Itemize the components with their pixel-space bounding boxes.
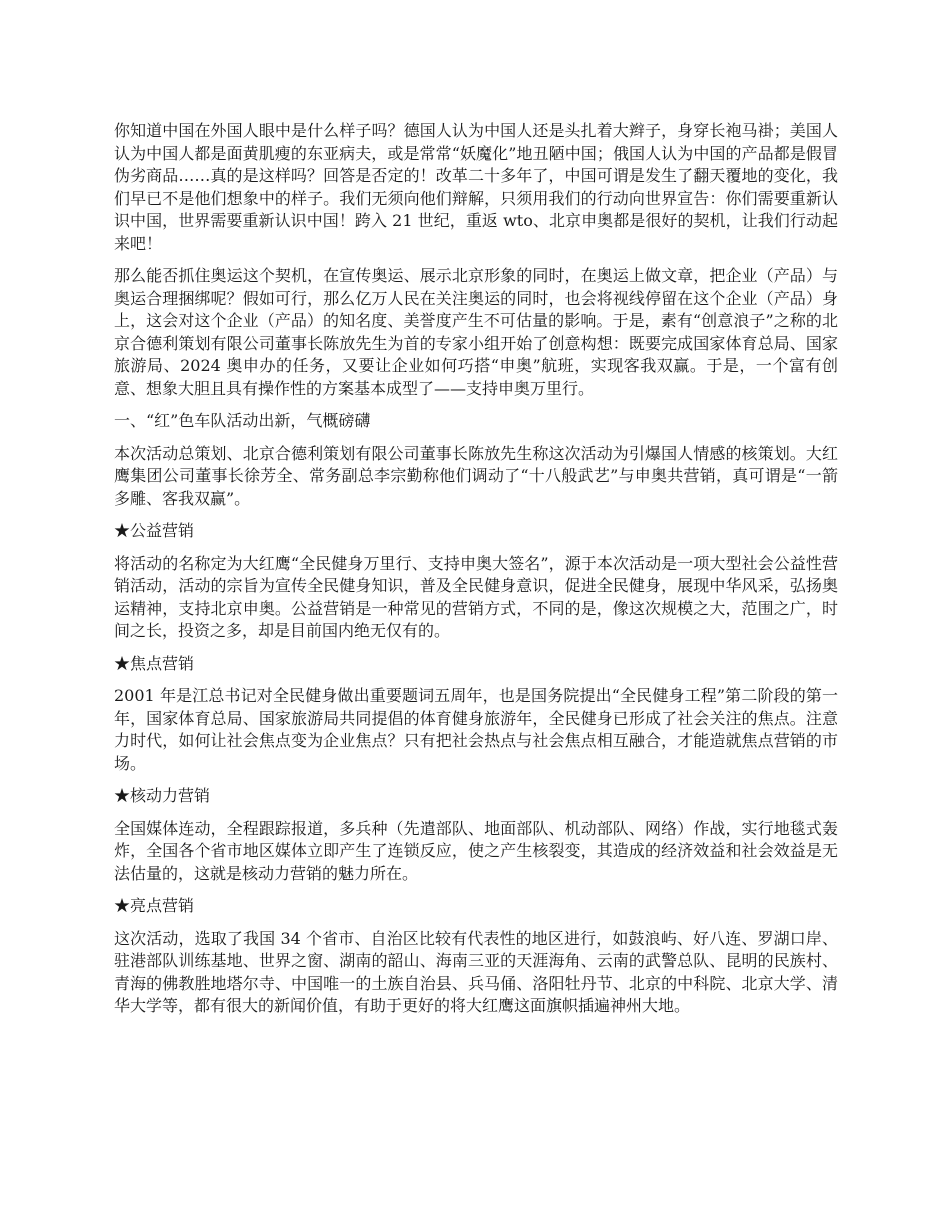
section-heading-red-fleet: 一、“红”色车队活动出新，气概磅礴 — [114, 411, 371, 430]
paragraph-intro: 你知道中国在外国人眼中是什么样子吗？德国人认为中国人还是头扎着大辫子，身穿长袍马褂；美国人认为中国人都是面黄肌瘦的东亚病夫，或是常常“妖魔化”地丑陋中国；俄国人认为中国的产品都是假冒伪劣商品……真的是这样吗？回答是否定的！改革二十多年了，中国可谓是发生了翻天覆地的变化，我们早已不是他们想象中的样子。我们无须向他们辩解，只须用我们的行动向世界宣告：你们需要重新认识中国，世界需要重新认识中国！跨入 21 世纪，重返 wto、北京申奥都是很好的契机，让我们行动起来吧！ — [114, 121, 838, 253]
paragraph-focus-marketing: 2001 年是江总书记对全民健身做出重要题词五周年，也是国务院提出“全民健身工程”第二阶段的第一年，国家体育总局、国家旅游局共同提倡的体育健身旅游年，全民健身已形成了社会关注的焦点。注意力时代，如何让社会焦点变为企业焦点？只有把社会热点与社会焦点相互融合，才能造就焦点营销的市场。 — [114, 686, 838, 773]
subheading-highlight-marketing: ★亮点营销 — [114, 896, 195, 915]
paragraph-olympic-opportunity: 那么能否抓住奥运这个契机，在宣传奥运、展示北京形象的同时，在奥运上做文章，把企业（产品）与奥运合理捆绑呢？假如可行，那么亿万人民在关注奥运的同时，也会将视线停留在这个企业（产品）身上，这会对这个企业（产品）的知名度、美誉度产生不可估量的影响。于是，素有“创意浪子”之称的北京合德利策划有限公司董事长陈放先生为首的专家小组开始了创意构想：既要完成国家体育总局、国家旅游局、2024 奥申办的任务，又要让企业如何巧搭“申奥”航班，实现客我双赢。于是，一个富有创意、想象大胆且具有操作性的方案基本成型了——支持申奥万里行。 — [114, 266, 838, 398]
paragraph-public-welfare-marketing: 将活动的名称定为大红鹰“全民健身万里行、支持申奥大签名”，源于本次活动是一项大型社会公益性营销活动，活动的宗旨为宣传全民健身知识，普及全民健身意识，促进全民健身，展现中华风采，弘扬奥运精神，支持北京申奥。公益营销是一种常见的营销方式，不同的是，像这次规模之大，范围之广，时间之长，投资之多，却是目前国内绝无仅有的。 — [114, 553, 838, 640]
paragraph-highlight-marketing: 这次活动，选取了我国 34 个省市、自治区比较有代表性的地区进行，如鼓浪屿、好八连、罗湖口岸、驻港部队训练基地、世界之窗、湖南的韶山、海南三亚的天涯海角、云南的武警总队、昆明的民族村、青海的佛教胜地塔尔寺、中国唯一的土族自治县、兵马俑、洛阳牡丹节、北京的中科院、北京大学、清华大学等，都有很大的新闻价值，有助于更好的将大红鹰这面旗帜插遍神州大地。 — [114, 928, 838, 1015]
subheading-nuclear-marketing: ★核动力营销 — [114, 786, 211, 805]
paragraph-core-planning: 本次活动总策划、北京合德利策划有限公司董事长陈放先生称这次活动为引爆国人情感的核策划。大红鹰集团公司董事长徐芳全、常务副总李宗勤称他们调动了“十八般武艺”与申奥共营销，真可谓是“一箭多雕、客我双赢”。 — [114, 443, 838, 508]
document-page — [114, 120, 838, 1028]
paragraph-nuclear-marketing: 全国媒体连动，全程跟踪报道，多兵种（先遣部队、地面部队、机动部队、网络）作战，实行地毯式轰炸，全国各个省市地区媒体立即产生了连锁反应，使之产生核裂变，其造成的经济效益和社会效益是无法估量的，这就是核动力营销的魅力所在。 — [114, 818, 838, 883]
subheading-focus-marketing: ★焦点营销 — [114, 653, 195, 673]
subheading-public-welfare-marketing: ★公益营销 — [114, 521, 195, 540]
